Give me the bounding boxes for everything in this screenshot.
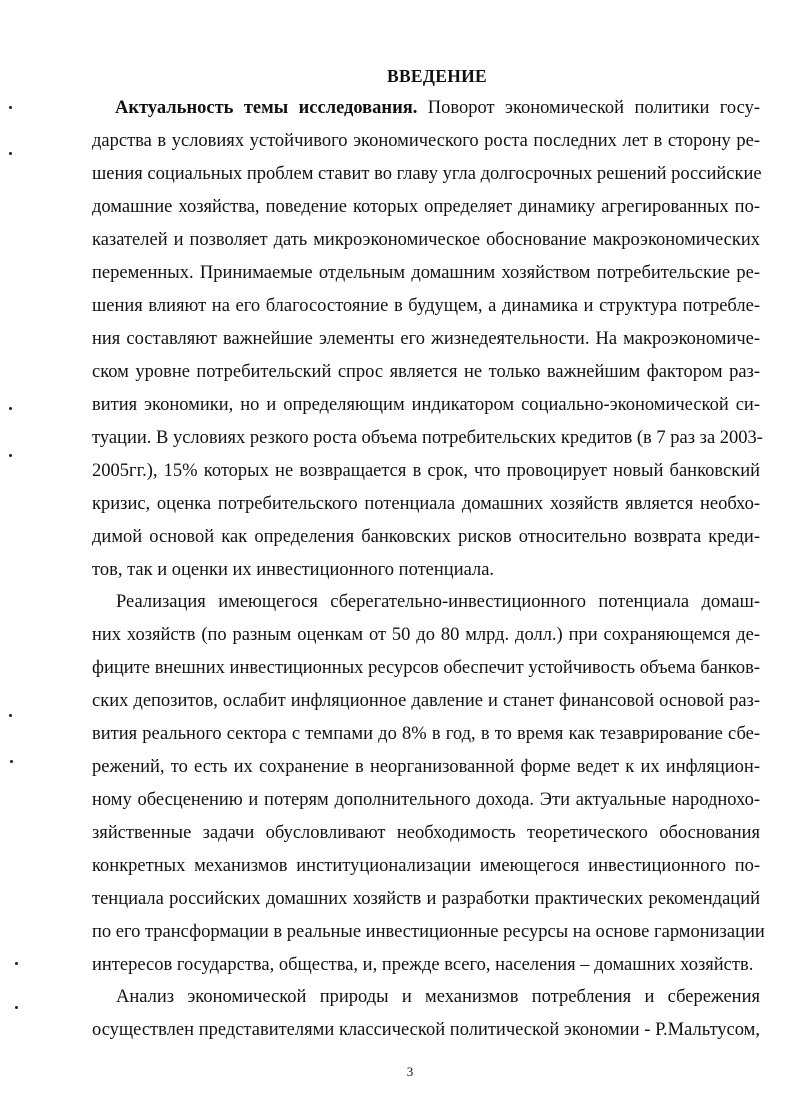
scan-speck	[9, 152, 12, 155]
scan-speck	[9, 407, 12, 410]
scan-speck	[15, 962, 18, 965]
page-number: 3	[406, 1064, 414, 1079]
text-line: ском уровне потребительский спрос является не только важнейшим фактором раз-	[92, 362, 760, 382]
text-line: 2005гг.), 15% которых не возвращается в срок, что провоцирует новый банковский	[92, 461, 760, 481]
text-line: дарства в условиях устойчивого экономического роста последних лет в сторону ре-	[92, 131, 760, 151]
text-line: осуществлен представителями классической политической экономии - Р.Мальтусом,	[92, 1020, 760, 1040]
text-line: конкретных механизмов институционализации имеющегося инвестиционного по-	[92, 856, 760, 876]
text-line: зяйственные задачи обусловливают необходимость теоретического обоснования	[92, 823, 760, 843]
text-line: туации. В условиях резкого роста объема потребительских кредитов (в 7 раз за 2003-	[92, 428, 763, 448]
text-line: димой основой как определения банковских рисков относительно возврата креди-	[92, 527, 760, 547]
text-line: Анализ экономической природы и механизмов потребления и сбережения	[116, 987, 760, 1007]
text-line: вития экономики, но и определяющим индикатором социально-экономической си-	[92, 395, 760, 415]
text-line-rest: Поворот экономической политики госу-	[417, 98, 760, 118]
text-line: шения влияют на его благосостояние в будущем, а динамика и структура потребле-	[92, 296, 760, 316]
text-line: переменных. Принимаемые отдельным домашним хозяйством потребительские ре-	[92, 263, 760, 283]
text-line: фиците внешних инвестиционных ресурсов обеспечит устойчивость объема банков-	[92, 658, 760, 678]
scan-speck	[10, 760, 13, 763]
text-line: режений, то есть их сохранение в неорганизованной форме ведет к их инфляцион-	[92, 757, 760, 777]
text-line: тов, так и оценки их инвестиционного потенциала.	[92, 560, 495, 580]
text-line: кризис, оценка потребительского потенциала домашних хозяйств является необхо-	[92, 494, 760, 514]
text-line: ному обесценению и потерям дополнительного дохода. Эти актуальные народнохо-	[92, 790, 760, 810]
text-line: интересов государства, общества, и, прежде всего, населения – домашних хозяйств.	[92, 955, 754, 975]
text-line: ния составляют важнейшие элементы его жизнедеятельности. На макроэкономиче-	[92, 329, 760, 349]
scan-speck	[9, 714, 12, 717]
scan-speck	[9, 454, 12, 457]
text-line: шения социальных проблем ставит во главу угла долгосрочных решений российские	[92, 164, 762, 184]
text-line: Реализация имеющегося сберегательно-инвестиционного потенциала домаш-	[116, 592, 760, 612]
scan-speck	[15, 1006, 18, 1009]
text-line: ских депозитов, ослабит инфляционное давление и станет финансовой основой раз-	[92, 691, 760, 711]
text-line: вития реального сектора с темпами до 8% в год, в то время как тезаврирование сбе-	[92, 724, 760, 744]
text-line: по его трансформации в реальные инвестиционные ресурсы на основе гармонизации	[92, 922, 765, 942]
text-line: них хозяйств (по разным оценкам от 50 до 80 млрд. долл.) при сохраняющемся де-	[92, 625, 760, 645]
scan-speck	[9, 106, 12, 109]
text-line	[115, 99, 760, 118]
text-line: домашние хозяйства, поведение которых определяет динамику агрегированных по-	[92, 197, 760, 217]
text-line: казателей и позволяет дать микроэкономическое обоснование макроэкономических	[92, 230, 760, 250]
lead-phrase: Актуальность темы исследования.	[115, 98, 418, 118]
section-heading: ВВЕДЕНИЕ	[386, 66, 488, 86]
text-line: тенциала российских домашних хозяйств и разработки практических рекомендаций	[92, 889, 760, 909]
